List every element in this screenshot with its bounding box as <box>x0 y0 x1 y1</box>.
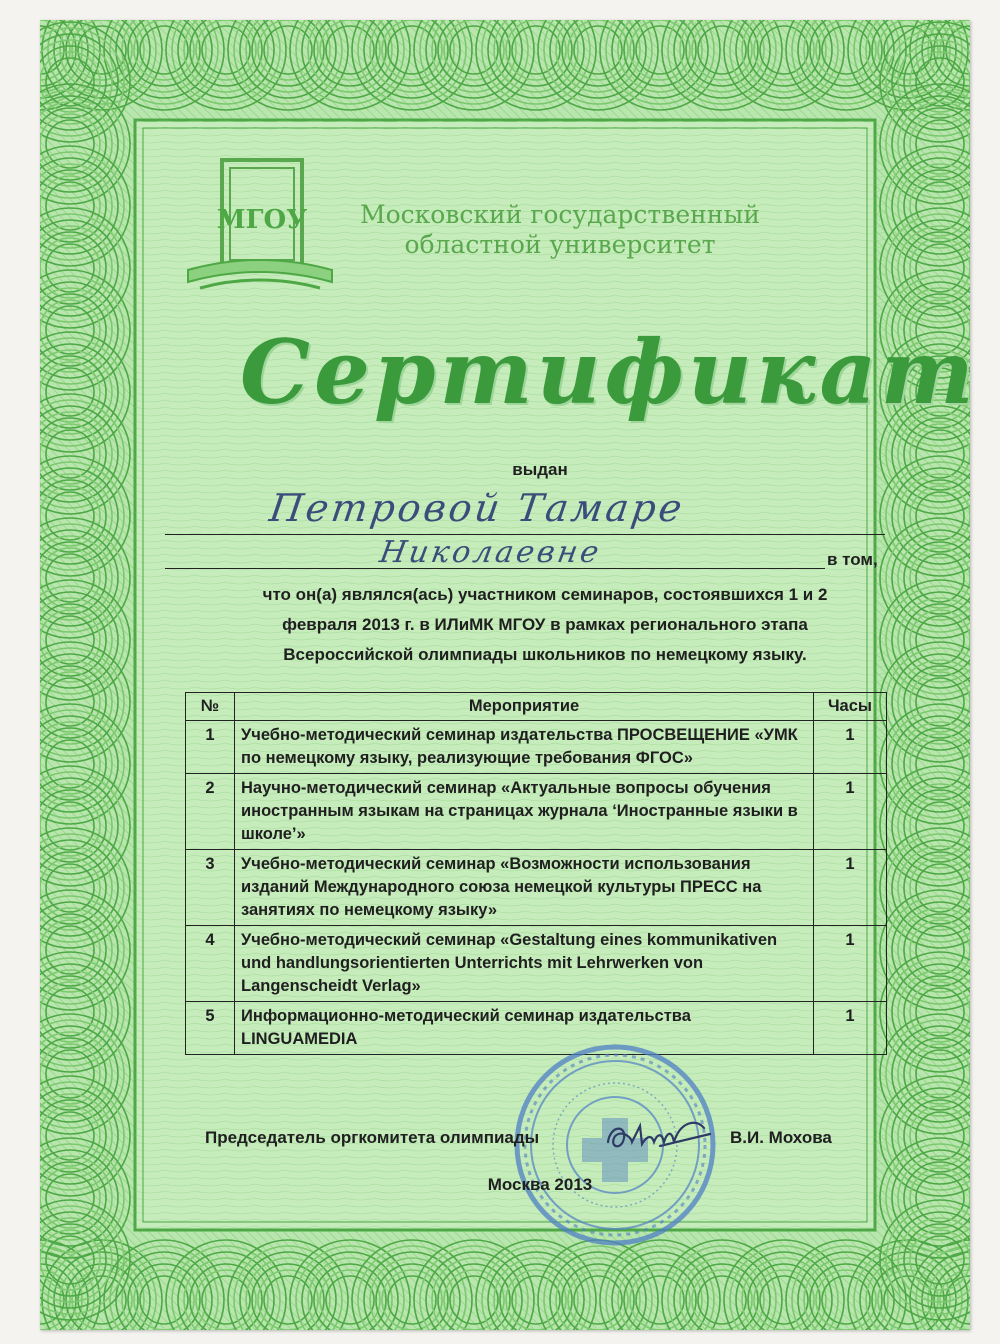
row-event: Информационно-методический семинар издательства LINGUAMEDIA <box>235 1002 814 1055</box>
row-event: Учебно-методический семинар «Gestaltung eines kommunikativen und handlungsorientierten Unterrichts mit Lehrwerken von Langenscheidt Verlag» <box>235 926 814 1002</box>
recipient-handwritten-line1: Петровой Тамаре <box>266 486 688 530</box>
university-name-line2: областной университет <box>404 230 716 259</box>
row-hours: 1 <box>814 1002 887 1055</box>
chair-name: В.И. Мохова <box>730 1128 832 1147</box>
row-num: 3 <box>186 850 235 926</box>
intro-tail-text: в том, <box>827 550 878 569</box>
chair-label: Председатель оргкомитета олимпиады <box>205 1128 540 1147</box>
table-row <box>186 850 887 926</box>
header-num: № <box>186 693 235 721</box>
university-name-line1: Московский государственный <box>359 200 761 229</box>
certificate-paper <box>40 20 978 1330</box>
logo-lettering: МГОУ <box>216 205 308 235</box>
table-header-row <box>186 693 887 721</box>
intro-paragraph <box>200 580 890 670</box>
recipient-underline-2 <box>165 568 825 569</box>
row-num: 4 <box>186 926 235 1002</box>
row-hours: 1 <box>814 926 887 1002</box>
city-year: Москва 2013 <box>487 1175 593 1194</box>
intro-line-2: февраля 2013 г. в ИЛиМК МГОУ в рамках регионального этапа <box>282 615 808 634</box>
row-event: Научно-методический семинар «Актуальные вопросы обучения иностранным языкам на страницах журнала ‘Иностранные языки в школе’» <box>235 774 814 850</box>
issued-label: выдан <box>512 460 568 479</box>
row-hours: 1 <box>814 774 887 850</box>
row-num: 1 <box>186 721 235 774</box>
header-hours: Часы <box>814 693 887 721</box>
row-event: Учебно-методический семинар «Возможности использования изданий Международного союза немецкой культуры ПРЕСС на занятиях по немецкому языку» <box>235 850 814 926</box>
events-table <box>185 692 887 1055</box>
row-num: 2 <box>186 774 235 850</box>
signature <box>600 1112 720 1162</box>
table-row <box>186 926 887 1002</box>
university-name <box>290 200 830 260</box>
intro-line-3: Всероссийской олимпиады школьников по немецкому языку. <box>283 645 807 664</box>
row-num: 5 <box>186 1002 235 1055</box>
intro-line-1: что он(а) являлся(ась) участником семинаров, состоявшихся 1 и 2 <box>262 585 828 604</box>
table-row <box>186 774 887 850</box>
certificate-title: Сертификат <box>240 320 978 424</box>
row-hours: 1 <box>814 721 887 774</box>
header-event: Мероприятие <box>235 693 814 721</box>
row-hours: 1 <box>814 850 887 926</box>
row-event: Учебно-методический семинар издательства ПРОСВЕЩЕНИЕ «УМК по немецкому языку, реализующие требования ФГОС» <box>235 721 814 774</box>
table-row <box>186 721 887 774</box>
recipient-handwritten-line2: Николаевне <box>376 535 605 570</box>
